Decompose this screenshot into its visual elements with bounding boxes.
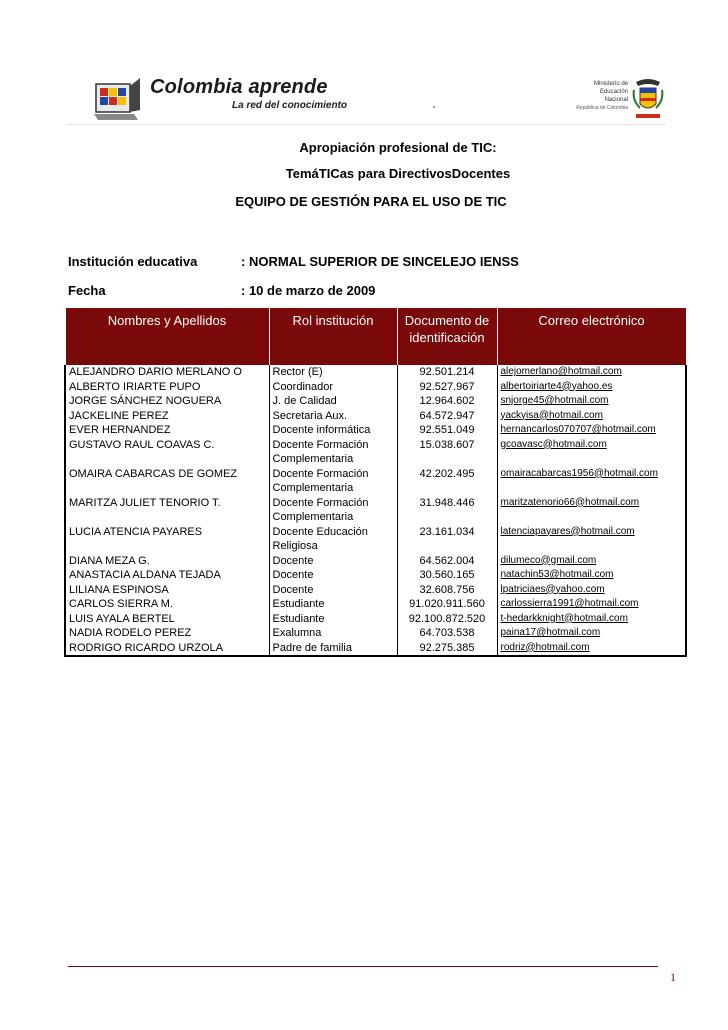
cell-name: MARITZA JULIET TENORIO T. xyxy=(69,496,221,509)
institution-label: Institución educativa xyxy=(68,254,198,269)
cell-role: Docente informática xyxy=(269,423,397,438)
cell-role: Padre de familia xyxy=(269,641,397,657)
cell-document: 12.964.602 xyxy=(397,394,497,409)
cell-document: 31.948.446 xyxy=(397,496,497,525)
cell-role: Rector (E) xyxy=(269,365,397,380)
cell-role: Exalumna xyxy=(269,626,397,641)
table-row xyxy=(65,525,686,554)
table-row xyxy=(65,583,686,598)
cell-name: JACKELINE PEREZ xyxy=(69,409,169,422)
cell-role: Docente Formación Complementaria xyxy=(269,496,397,525)
cell-email[interactable]: maritzatenorio66@hotmail.com xyxy=(497,496,686,525)
date-value: : 10 de marzo de 2009 xyxy=(241,283,376,298)
cell-email[interactable]: yackyisa@hotmail.com xyxy=(497,409,686,424)
cell-document: 32.608.756 xyxy=(397,583,497,598)
cell-role: Docente Formación Complementaria xyxy=(269,438,397,467)
cell-email[interactable]: t-hedarkknight@hotmail.com xyxy=(497,612,686,627)
cell-role: Docente xyxy=(269,554,397,569)
ministry-label xyxy=(566,80,628,112)
cell-document: 23.161.034 xyxy=(397,525,497,554)
cell-email[interactable]: hernancarlos070707@hotmail.com xyxy=(497,423,686,438)
table-header-row xyxy=(65,308,686,365)
column-header-name: Nombres y Apellidos xyxy=(65,308,269,365)
ministry-line: República de Colombia xyxy=(576,105,628,111)
cell-email[interactable]: latenciapayares@hotmail.com xyxy=(497,525,686,554)
table-row xyxy=(65,612,686,627)
cell-document: 15.038.607 xyxy=(397,438,497,467)
team-table xyxy=(64,308,687,657)
cell-email[interactable]: rodriz@hotmail.com xyxy=(497,641,686,657)
cell-document: 92.527.967 xyxy=(397,380,497,395)
document-title: Apropiación profesional de TIC: xyxy=(299,140,497,155)
cell-email[interactable]: paina17@hotmail.com xyxy=(497,626,686,641)
cell-document: 64.703.538 xyxy=(397,626,497,641)
cell-role: Estudiante xyxy=(269,597,397,612)
cell-email[interactable]: natachin53@hotmail.com xyxy=(497,568,686,583)
table-row xyxy=(65,409,686,424)
table-row xyxy=(65,365,686,380)
cell-document: 64.572.947 xyxy=(397,409,497,424)
cell-name: LUCIA ATENCIA PAYARES xyxy=(69,525,203,538)
cell-role: J. de Calidad xyxy=(269,394,397,409)
page-number: 1 xyxy=(670,970,676,984)
cell-name: JORGE SÁNCHEZ NOGUERA xyxy=(69,395,222,407)
table-row xyxy=(65,467,686,496)
table-row xyxy=(65,394,686,409)
cell-document: 30.560.165 xyxy=(397,568,497,583)
table-row xyxy=(65,568,686,583)
ministry-line: Ministerio de xyxy=(593,81,628,87)
cell-email[interactable]: gcoavasc@hotmail.com xyxy=(497,438,686,467)
cell-role: Estudiante xyxy=(269,612,397,627)
cell-document: 92.275.385 xyxy=(397,641,497,657)
table-row xyxy=(65,496,686,525)
ministry-line: Nacional xyxy=(604,97,628,103)
cell-role: Docente xyxy=(269,568,397,583)
cell-email[interactable]: dilumeco@gmail.com xyxy=(497,554,686,569)
cell-email[interactable]: carlossierra1991@hotmail.com xyxy=(497,597,686,612)
cell-name: GUSTAVO RAUL COAVAS C. xyxy=(69,438,215,451)
brand-title: Colombia aprende xyxy=(150,76,328,98)
cell-role: Docente xyxy=(269,583,397,598)
cell-email[interactable]: alejomerlano@hotmail.com xyxy=(497,365,686,380)
cell-name: RODRIGO RICARDO URZOLA xyxy=(69,641,224,654)
section-title: EQUIPO DE GESTIÓN PARA EL USO DE TIC xyxy=(235,194,507,209)
institution-value: : NORMAL SUPERIOR DE SINCELEJO IENSS xyxy=(241,254,519,269)
brand-subtitle: La red del conocimiento xyxy=(232,100,348,111)
cell-name: ALBERTO IRIARTE PUPO xyxy=(69,380,201,393)
table-row xyxy=(65,641,686,657)
table-row xyxy=(65,626,686,641)
cell-name: NADIA RODELO PEREZ xyxy=(69,627,192,639)
cell-email[interactable]: albertoiriarte4@yahoo.es xyxy=(497,380,686,395)
table-row xyxy=(65,423,686,438)
cell-name: ANASTACIA ALDANA TEJADA xyxy=(69,569,221,581)
cell-role: Secretaria Aux. xyxy=(269,409,397,424)
cell-email[interactable]: lpatriciaes@yahoo.com xyxy=(497,583,686,598)
cell-role: Docente Formación Complementaria xyxy=(269,467,397,496)
document-subtitle: TemáTICas para DirectivosDocentes xyxy=(285,166,511,181)
column-header-role: Rol institución xyxy=(269,308,397,365)
cell-document: 92.100.872.520 xyxy=(397,612,497,627)
cell-name: DIANA MEZA G. xyxy=(69,554,150,567)
cell-email[interactable]: snjorge45@hotmail.com xyxy=(497,394,686,409)
cell-document: 92.551.049 xyxy=(397,423,497,438)
date-label: Fecha xyxy=(68,283,106,298)
cell-name: CARLOS SIERRA M. xyxy=(69,598,173,610)
cell-name: OMAIRA CABARCAS DE GOMEZ xyxy=(69,467,238,480)
ministry-line: Educación xyxy=(599,89,628,95)
table-row xyxy=(65,438,686,467)
table-row xyxy=(65,380,686,395)
column-header-email: Correo electrónico xyxy=(497,308,686,365)
table-row xyxy=(65,554,686,569)
cell-email[interactable]: omairacabarcas1956@hotmail.com xyxy=(497,467,686,496)
column-header-document: Documento de identificación xyxy=(397,308,497,365)
table-row xyxy=(65,597,686,612)
footer-rule xyxy=(68,966,658,967)
cell-role: Coordinador xyxy=(269,380,397,395)
cell-document: 92.501.214 xyxy=(397,365,497,380)
cell-document: 91.020.911.560 xyxy=(397,597,497,612)
cell-role: Docente Educación Religiosa xyxy=(269,525,397,554)
cell-name: LUIS AYALA BERTEL xyxy=(69,612,175,625)
header-dot xyxy=(433,106,435,108)
cell-name: EVER HERNANDEZ xyxy=(69,424,171,436)
colombia-aprende-logo-icon xyxy=(94,74,142,124)
cell-document: 42.202.495 xyxy=(397,467,497,496)
cell-name: ALEJANDRO DARIO MERLANO O xyxy=(69,366,242,378)
cell-document: 64.562.004 xyxy=(397,554,497,569)
cell-name: LILIANA ESPINOSA xyxy=(69,583,169,596)
colombia-coat-of-arms-icon xyxy=(632,76,664,122)
